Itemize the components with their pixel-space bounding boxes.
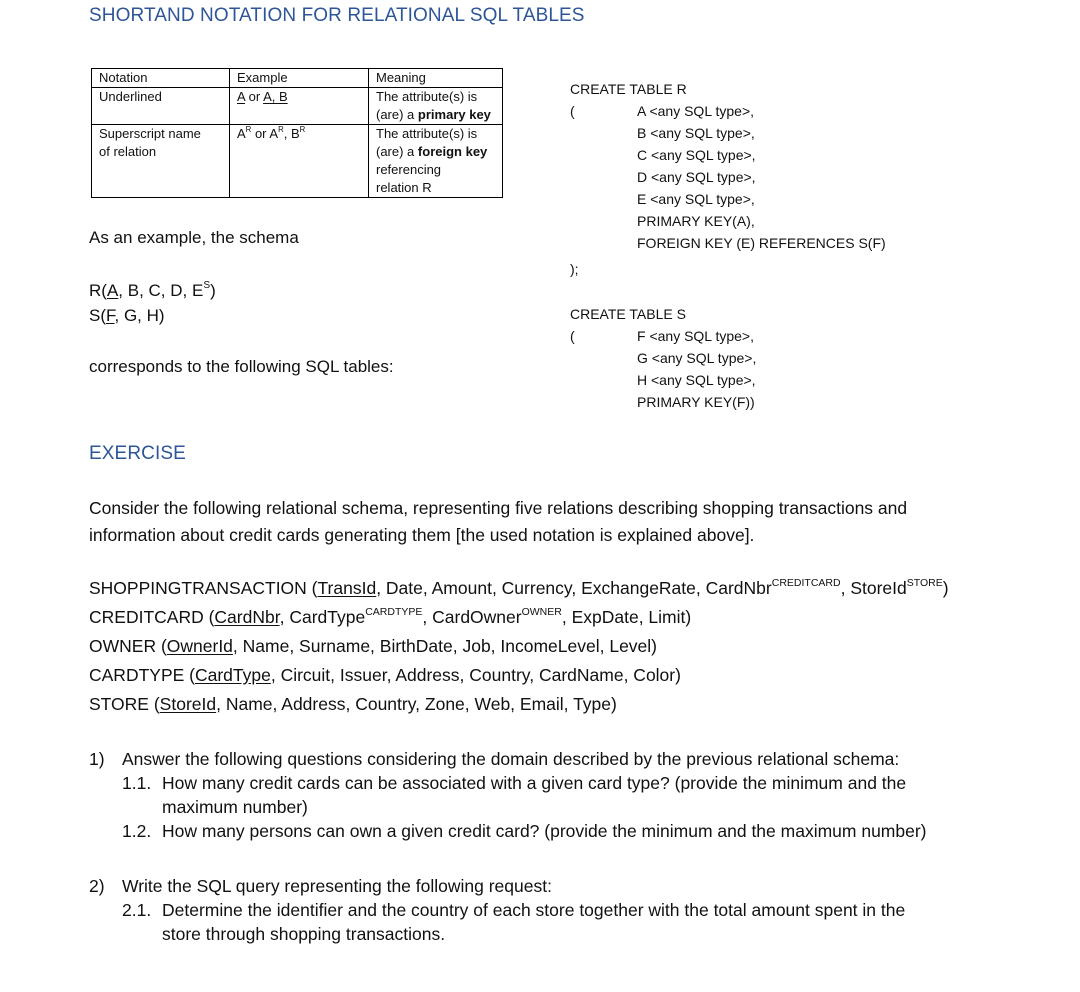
exercise-schema bbox=[89, 574, 949, 719]
row1-meaning: The attribute(s) is (are) a primary key bbox=[369, 88, 503, 125]
exercise-heading: EXERCISE bbox=[89, 443, 186, 464]
table-row bbox=[92, 125, 503, 198]
row2-meaning: The attribute(s) is (are) a foreign key referencing relation R bbox=[369, 125, 503, 198]
sql-create-s: CREATE TABLE S ( F <any SQL type>, G <any SQL type>, H <any SQL type>, PRIMARY KEY(F)) bbox=[570, 306, 757, 410]
schema-s: S(F, G, H) bbox=[89, 306, 165, 325]
notation-table bbox=[91, 68, 503, 198]
row1-notation: Underlined bbox=[92, 88, 230, 125]
schema-store: STORE (StoreId, Name, Address, Country, Zone, Web, Email, Type) bbox=[89, 694, 617, 714]
schema-shoppingtransaction: SHOPPINGTRANSACTION (TransId, Date, Amount, Currency, ExchangeRate, CardNbr$^{CREDITCARD}$, StoreId$^{STORE}$) bbox=[89, 576, 949, 598]
example-intro: As an example, the schema bbox=[89, 228, 299, 247]
schema-owner: OWNER (OwnerId, Name, Surname, BirthDate, Job, IncomeLevel, Level) bbox=[89, 636, 658, 656]
header-meaning: Meaning bbox=[369, 69, 503, 88]
table-row bbox=[92, 88, 503, 125]
question-2: 2) Write the SQL query representing the following request: 2.1. Determine the identifier and the country of each store together with the total amount spent in the store through shopping transactions. bbox=[89, 876, 906, 944]
row2-example: $A^R$ or $A^R$, $B^R$ bbox=[230, 125, 369, 198]
sql-create-r: CREATE TABLE R ( A <any SQL type>, B <any SQL type>, C <any SQL type>, D <any SQL type>, E <any SQL type>, PRIMARY KEY(A), FOREIGN KEY (E) REFERENCES S(F) ); bbox=[570, 81, 886, 277]
header-notation: Notation bbox=[92, 69, 230, 88]
schema-creditcard: CREDITCARD (CardNbr, CardType$^{CARDTYPE}$, CardOwner$^{OWNER}$, ExpDate, Limit) bbox=[89, 605, 692, 627]
schema-cardtype: CARDTYPE (CardType, Circuit, Issuer, Address, Country, CardName, Color) bbox=[89, 665, 681, 685]
page-title: SHORTAND NOTATION FOR RELATIONAL SQL TABLES bbox=[89, 5, 585, 26]
row1-example: A or A, B bbox=[230, 88, 369, 125]
table-header-row bbox=[92, 69, 503, 88]
question-1: 1) Answer the following questions considering the domain described by the previous relational schema: 1.1. How many credit cards can be associated with a given card type? (provide the minimum and the maximum number) 1.2. How many persons can own a given credit card? (provide the minimum and the maximum number) bbox=[89, 749, 927, 841]
row2-notation: Superscript name of relation bbox=[92, 125, 230, 198]
header-example: Example bbox=[230, 69, 369, 88]
example-corresponds: corresponds to the following SQL tables: bbox=[89, 357, 394, 376]
exercise-intro: Consider the following relational schema, representing five relations describing shopping transactions and information about credit cards generating them [the used notation is explained above]. bbox=[89, 498, 908, 545]
schema-r: R(A, B, C, D, $E^S$) bbox=[89, 279, 216, 300]
